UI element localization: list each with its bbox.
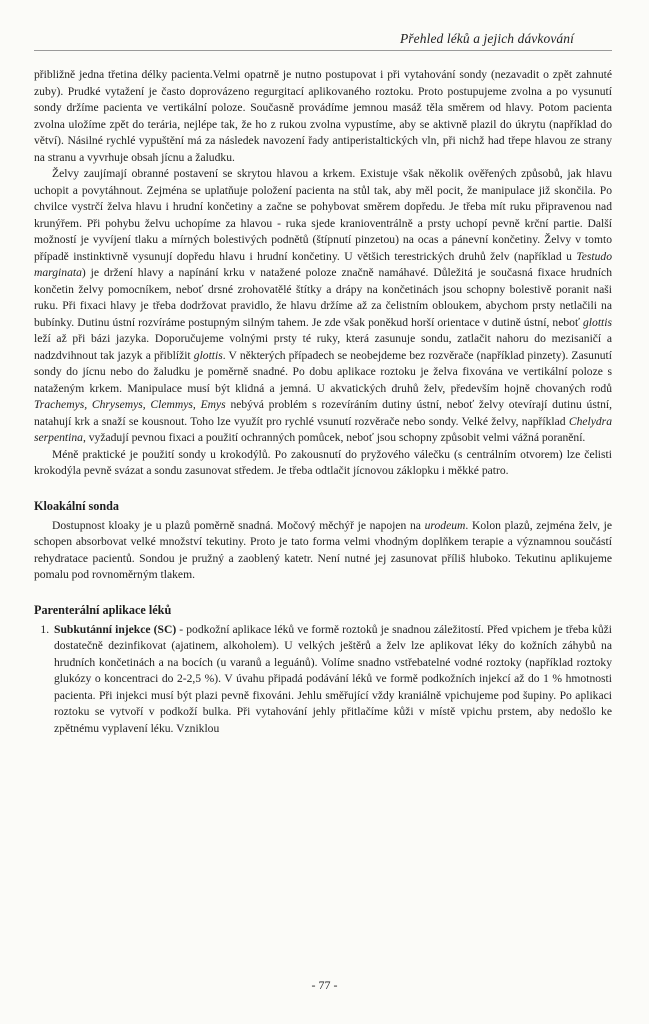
paragraph-crocodiles: Méně praktické je použití sondy u krokodýlů. Po zakousnutí do pryžového válečku (s centrálním otvorem) lze čelisti krokodýla pevně svázat a sondu zasunovat středem. Je třeba odtlačit jícnovou záklopku i měkké patro. <box>34 447 612 477</box>
species-name: Testudo marginata <box>34 249 612 279</box>
section-heading-cloacal: Kloakální sonda <box>34 498 120 513</box>
parenteral-list <box>34 622 612 738</box>
text-segment: Dostupnost kloaky je u plazů poměrně snadná. Močový měchýř je napojen na <box>52 518 425 532</box>
list-item-text: - podkožní aplikace léků ve formě roztoků je snadnou záležitostí. Před vpichem je třeba kůži dostatečně dezinfikovat (ajatinem, alkoholem). U velkých ještěrů a želv lze aplikovat léky do kožních záhybů na hrudních končetinách a na bocích (u varanů a leguánů). Volíme snadno vstřebatelné vodné roztoky (například roztoky glukózy o koncentraci do 2-2,5 %). V úvahu připadá podávání léků ve formě podkožních injekcí až do 1 % hmotnosti pacienta. Při injekci musí být plazi pevně fixováni. Jehlu směřující vždy kraniálně vpichujeme pod šupiny. Po aplikaci roztoku se vytvoří v podkoží bulka. Při vytahování jehly přitlačíme kůži v místě vpichu prstem, aby nedošlo ke zpětnému vyplavení léku. Vzniklou <box>54 622 612 735</box>
page-number: - 77 - <box>311 978 338 992</box>
text-segment: leží až při bázi jazyka. Doporučujeme volnými prsty té ruky, která zasunuje sondu, zatlačit nahoru do mezisaničí a nadzdvihnout tak jazyk a přiblížit <box>34 332 612 362</box>
header-title: Přehled léků a jejich dávkování <box>399 31 574 46</box>
text-segment: , vyžadují pevnou fixaci a použití ochranných pomůcek, neboť jsou schopny způsobit velmi vážná poranění. <box>82 431 586 444</box>
section-heading-parenteral: Parenterální aplikace léků <box>34 602 172 617</box>
paragraph-cloacal <box>34 518 612 584</box>
term-glottis: glottis <box>583 315 612 329</box>
list-item-title: Subkutánní injekce (SC) <box>54 622 177 636</box>
text-segment: nebývá problém s rozevíráním dutiny ústní, neboť želvy otevírají dutinu ústní, natahují krk a snaží se kousnout. Toho lze využít pro rychlé vsunutí rozvěrače nebo sondy. Velké želvy, například <box>34 398 612 428</box>
page-body <box>34 67 612 737</box>
species-name: Chelydra serpentina <box>34 414 612 444</box>
term-urodeum: urodeum <box>424 518 466 532</box>
genus-names: Trachemys, Chrysemys, Clemmys, Emys <box>34 398 226 411</box>
list-item-subcutaneous <box>52 622 612 738</box>
text-segment: Želvy zaujímají obranné postavení se skrytou hlavou a krkem. Existuje však několik ověřených způsobů, jak hlavu uchopit a povytáhnout. Zejména se uplatňuje položení pacienta na stůl tak, aby měl pocit, že manipulace již skončila. Po chvilce vystrčí želva hlavu i hrudní končetiny a začne se pohybovat směrem dopředu. Je třeba mít ruku připravenou nad krunýřem. Při pohybu želvu uchopíme za hlavou - ruka sjede kranioventrálně a prsty uchopí pevně krční partie. Další možností je vyvíjení tlaku a mírných bolestivých podnětů (štípnutí pinzetou) na ocas a pánevní končetiny. Želvy v tomto případě instinktivně vysunují dopředu hlavu i hrudní končetiny. U většich terestrických druhů želv (například u <box>34 167 612 263</box>
paragraph-turtles <box>34 166 612 447</box>
paragraph-snake-sonde: přibližně jedna třetina délky pacienta.Velmi opatrně je nutno postupovat i při vytahování sondy (nezavadit o zpět zahnuté zuby). Prudké vytažení je často doprovázeno regurgitací aplikovaného roztoku. Proto postupujeme zvolna a po vysunutí sondy držíme pacienta ve vertikální poloze. Současně provádíme jemnou masáž těla směrem od hlavy. Potom pacienta zvolna uložíme zpět do terária, nejlépe tak, že ho z rukou zvolna vypustíme, aby se aktivně plazil do úkrytu (například do větví). Násilné rychlé vypuštění má za následek navození řady antiperistaltických vln, při nichž had třepe hlavou ze strany na stranu a vyvrhuje obsah jícnu a žaludku. <box>34 68 612 164</box>
text-segment: . Kolon plazů, zejména želv, je schopen absorbovat velké množství tekutiny. Proto je tato forma velmi vhodným doplňkem terapie a významnou součástí rehydratace pacientů. Sondou je pružný a zaoblený katetr. Není nutné jej zasunovat příliš hluboko. Tekutinu aplikujeme pomalu pod rovnoměrným tlakem. <box>34 518 612 581</box>
text-segment: ) je držení hlavy a napínání krku v natažené poloze značně namáhavé. Důležitá je současná fixace hrudních končetin želvy pomocníkem, neboť drsné zrohovatělé štítky a drápy na končetinách jsou schopny bolestivě poranit naši ruku. Při fixaci hlavy je třeba dodržovat pravidlo, že hlavu držíme až za čelistním obloukem, abychom prsty netlačili na bubínky. Dutinu ústní rozvíráme postupným silným tahem. Je zde však poněkud horší orientace v dutině ústní, neboť <box>34 266 612 329</box>
running-header <box>34 28 612 51</box>
text-segment: . V některých případech se neobejdeme bez rozvěrače (například pinzety). Zasunutí sondy do jícnu nebo do žaludku je poměrně snadné. Po dobu aplikace roztoku je želva fixována ve vertikální poloze s nataženým krkem. Manipulace musí být klidná a jemná. U akvatických druhů želv, především hojně chovaných rodů <box>34 348 612 395</box>
term-glottis: glottis <box>193 348 223 362</box>
